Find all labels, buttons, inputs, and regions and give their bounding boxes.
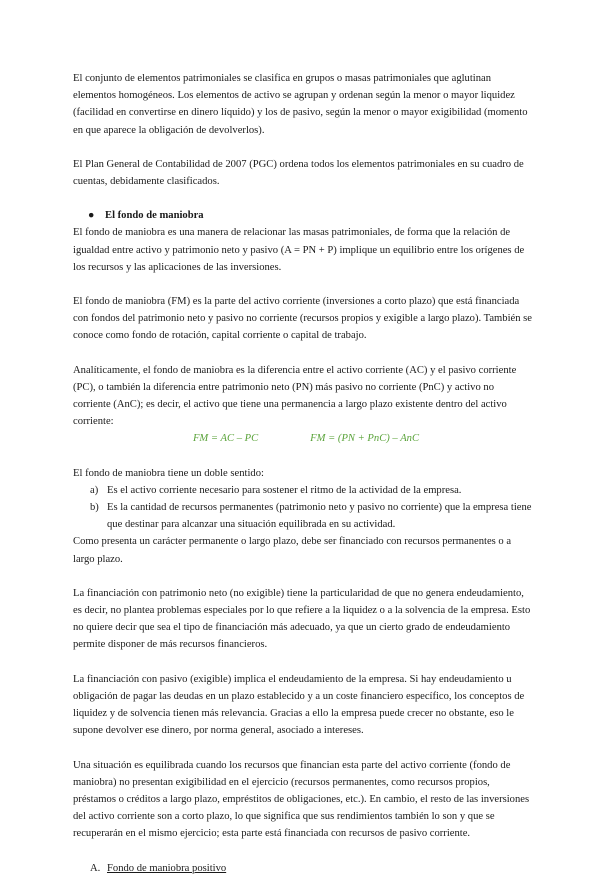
list-item-text: Es la cantidad de recursos permanentes (patrimonio neto y pasivo no corriente) que la empresa tiene que destinar para alcanzar una situación equilibrada en su actividad.	[107, 502, 532, 531]
paragraph-patrimonio-neto: La financiación con patrimonio neto (no exigible) tiene la particularidad de que no genera endeudamiento, es decir, no plantea problemas especiales por lo que refiere a la liquidez o a la solvencia de la empresa. Esto no quiere decir que sea el tipo de financiación más adecuado, ya que un cierto grado de endeudamiento permite disponer de más recursos financieros.	[73, 587, 531, 651]
formula-ac-pc: FM = AC – PC	[192, 433, 259, 445]
paragraph-definicion: El fondo de maniobra es una manera de relacionar las masas patrimoniales, de forma que la relación de igualdad entre activo y patrimonio neto y pasivo (A = PN + P) implique un equilibrio entre los orígenes de los recursos y las aplicaciones de las inversiones.	[73, 227, 525, 273]
list-marker: b)	[90, 502, 99, 514]
formula-row	[73, 430, 533, 447]
paragraph-masas-patrimoniales: El conjunto de elementos patrimoniales se clasifica en grupos o masas patrimoniales que aglutinan elementos homogéneos. Los elementos de activo se agrupan y ordenan según la menor o mayor liquidez (facilidad en convertirse en dinero líquido) y los de pasivo, según la menor o mayor exigibilidad (momento en que aparece la obligación de devolverlos).	[73, 73, 528, 136]
paragraph-analiticamente: Analíticamente, el fondo de maniobra es la diferencia entre el activo corriente (AC) y el pasivo corriente (PC), o también la diferencia entre patrimonio neto (PN) más pasivo no corriente (PnC) y activo no corriente (AnC); es decir, el activo que tiene una permanencia a largo plazo existente dentro del activo corriente:	[73, 364, 517, 428]
list-marker: a)	[90, 484, 99, 496]
document-page	[73, 70, 533, 877]
list-item	[73, 499, 533, 533]
formula-pn-pnc-anc: FM = (PN + PnC) – AnC	[310, 433, 420, 445]
list-item-text: Es el activo corriente necesario para sostener el ritmo de la actividad de la empresa.	[107, 484, 462, 496]
subheading-fondo-positivo	[73, 860, 533, 877]
section-heading-text: El fondo de maniobra	[105, 210, 204, 222]
subheading-marker: A.	[90, 862, 101, 874]
lettered-list	[73, 482, 533, 534]
paragraph-situacion-equilibrada: Una situación es equilibrada cuando los recursos que financian esta parte del activo corriente (fondo de maniobra) no presentan exigibilidad en el ejercicio (recursos permanentes, como recursos propios, préstamos o créditos a largo plazo, empréstitos de obligaciones, etc.). En cambio, el resto de las inversiones del activo corriente son a corto plazo, lo que significa que sus rendimientos también lo son y que se recuperarán en el mismo ejercicio; esta parte está financiada con recursos de pasivo corriente.	[73, 759, 530, 840]
paragraph-fm: El fondo de maniobra (FM) es la parte del activo corriente (inversiones a corto plazo) que está financiada con fondos del patrimonio neto y pasivo no corriente (recursos propios y exigible a largo plazo). También se conoce como fondo de rotación, capital corriente o capital de trabajo.	[73, 296, 532, 342]
list-item	[73, 482, 533, 499]
paragraph-doble-sentido: El fondo de maniobra tiene un doble sentido:	[73, 467, 264, 479]
paragraph-pasivo-exigible: La financiación con pasivo (exigible) implica el endeudamiento de la empresa. Si hay endeudamiento u obligación de pagar las deudas en un plazo establecido y a un coste financiero específico, los conceptos de liquidez y de solvencia tienen más relevancia. Gracias a ello la empresa puede crecer no obstante, eso le supone devolver ese dinero, por norma general, asociado a intereses.	[73, 673, 525, 737]
paragraph-caracter-permanente: Como presenta un carácter permanente o largo plazo, debe ser financiado con recursos permanentes o a largo plazo.	[73, 536, 512, 565]
paragraph-pgc: El Plan General de Contabilidad de 2007 (PGC) ordena todos los elementos patrimoniales en su cuadro de cuentas, debidamente clasificados.	[73, 158, 524, 188]
section-heading-fondo-maniobra	[73, 207, 533, 224]
bullet-icon: ●	[88, 210, 95, 222]
subheading-text: Fondo de maniobra positivo	[107, 862, 227, 874]
